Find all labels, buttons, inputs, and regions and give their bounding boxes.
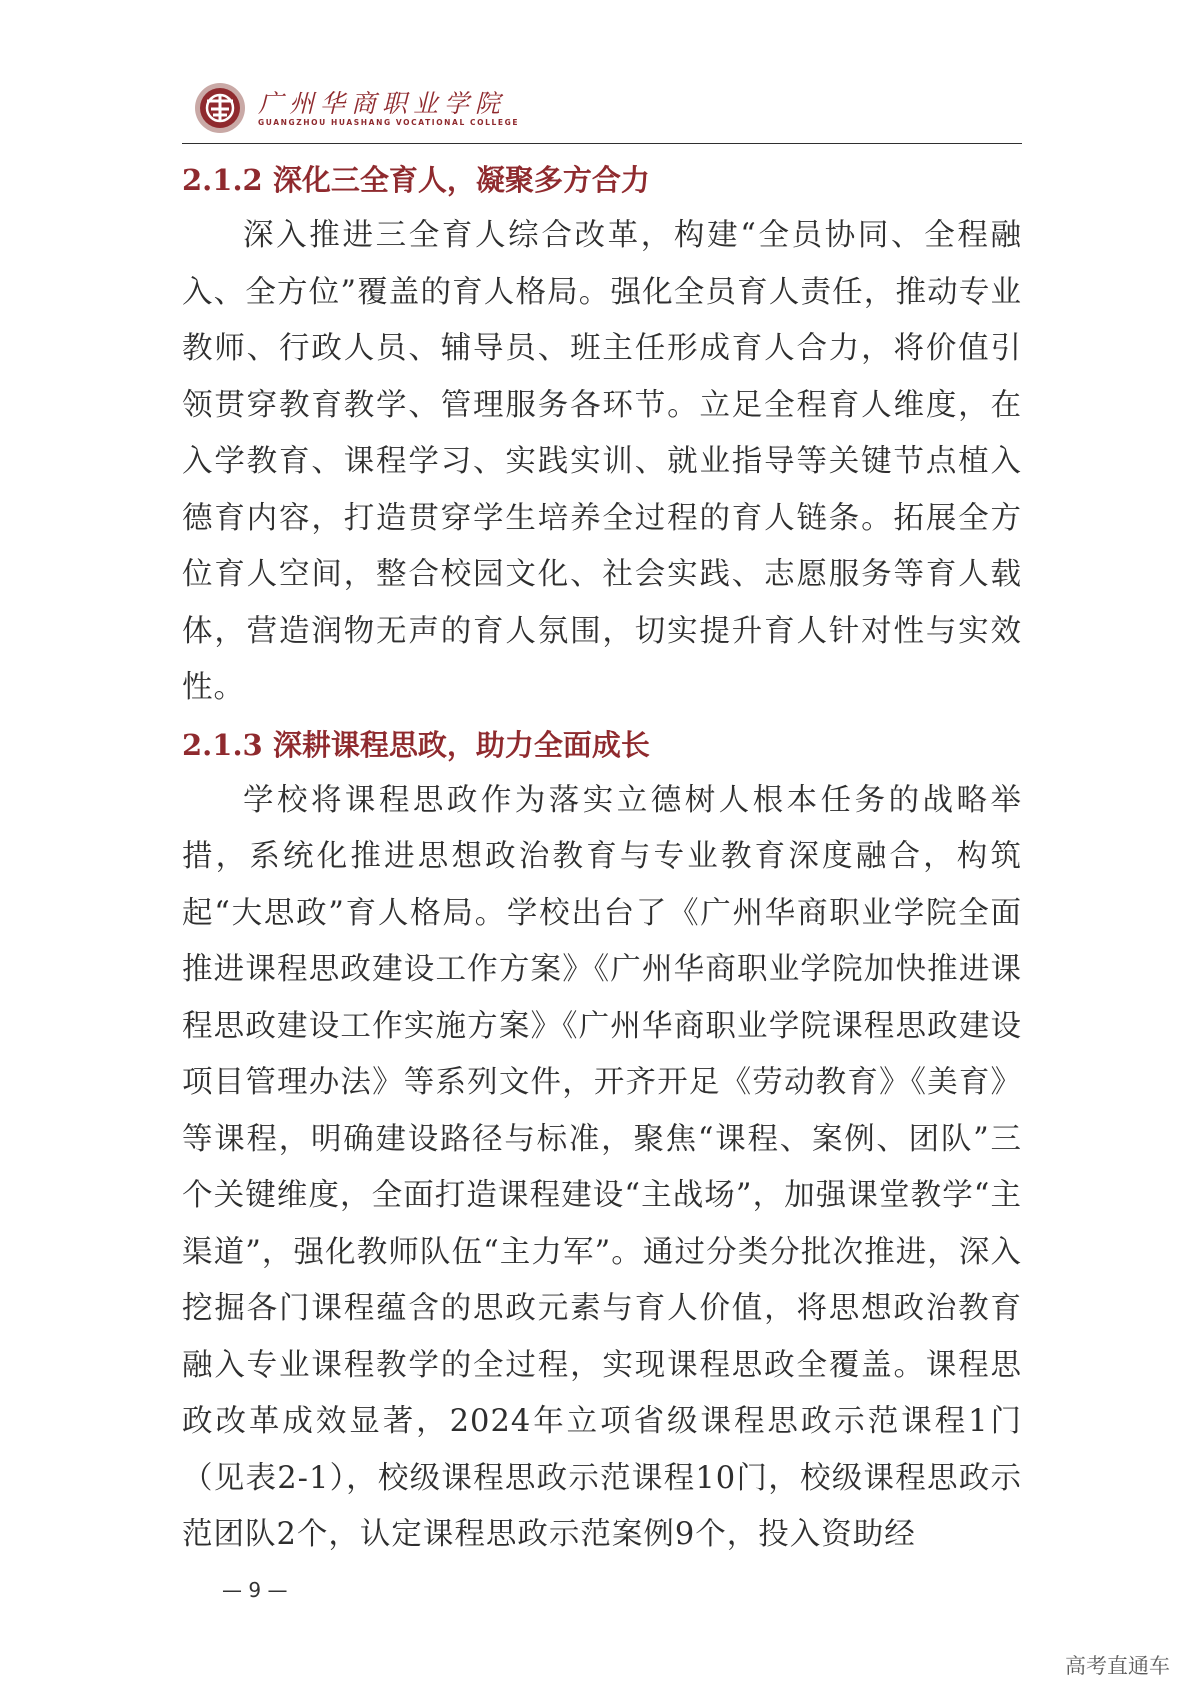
page-number: — 9 — bbox=[222, 1578, 288, 1602]
college-name-cn: 广州华商职业学院 bbox=[258, 89, 507, 118]
section-paragraph-2-1-2: 深入推进三全育人综合改革，构建“全员协同、全程融入、全方位”覆盖的育人格局。强化全员育人责任，推动专业教师、行政人员、辅导员、班主任形成育人合力，将价值引领贯穿教育教学、管理服务各环节。立足全程育人维度，在入学教育、课程学习、实践实训、就业指导等关键节点植入德育内容，打造贯穿学生培养全过程的育人链条。拓展全方位育人空间，整合校园文化、社会实践、志愿服务等育人载体，营造润物无声的育人氛围，切实提升育人针对性与实效性。 bbox=[182, 218, 1022, 705]
college-name-en: GUANGZHOU HUASHANG VOCATIONAL COLLEGE bbox=[258, 118, 520, 127]
college-logo-icon bbox=[193, 81, 247, 135]
page-header bbox=[182, 78, 1022, 144]
section-paragraph-2-1-3: 学校将课程思政作为落实立德树人根本任务的战略举措，系统化推进思想政治教育与专业教育深度融合，构筑起“大思政”育人格局。学校出台了《广州华商职业学院全面推进课程思政建设工作方案》《广州华商职业学院加快推进课程思政建设工作实施方案》《广州华商职业学院课程思政建设项目管理办法》等系列文件，开齐开足《劳动教育》《美育》等课程，明确建设路径与标准，聚焦“课程、案例、团队”三个关键维度，全面打造课程建设“主战场”，加强课堂教学“主渠道”，强化教师队伍“主力军”。通过分类分批次推进，深入挖掘各门课程蕴含的思政元素与育人价值，将思想政治教育融入专业课程教学的全过程，实现课程思政全覆盖。课程思政改革成效显著，2024年立项省级课程思政示范课程1门（见表2-1），校级课程思政示范课程10门，校级课程思政示范团队2个，认定课程思政示范案例9个，投入资助经 bbox=[182, 782, 1022, 1552]
section-heading-2-1-2: 2.1.2 深化三全育人，凝聚多方合力 bbox=[182, 163, 650, 197]
section-heading-2-1-3: 2.1.3 深耕课程思政，助力全面成长 bbox=[182, 727, 650, 762]
document-body bbox=[182, 152, 1022, 1564]
header-divider bbox=[182, 143, 1022, 144]
watermark: 高考直通车 bbox=[1065, 1654, 1170, 1678]
